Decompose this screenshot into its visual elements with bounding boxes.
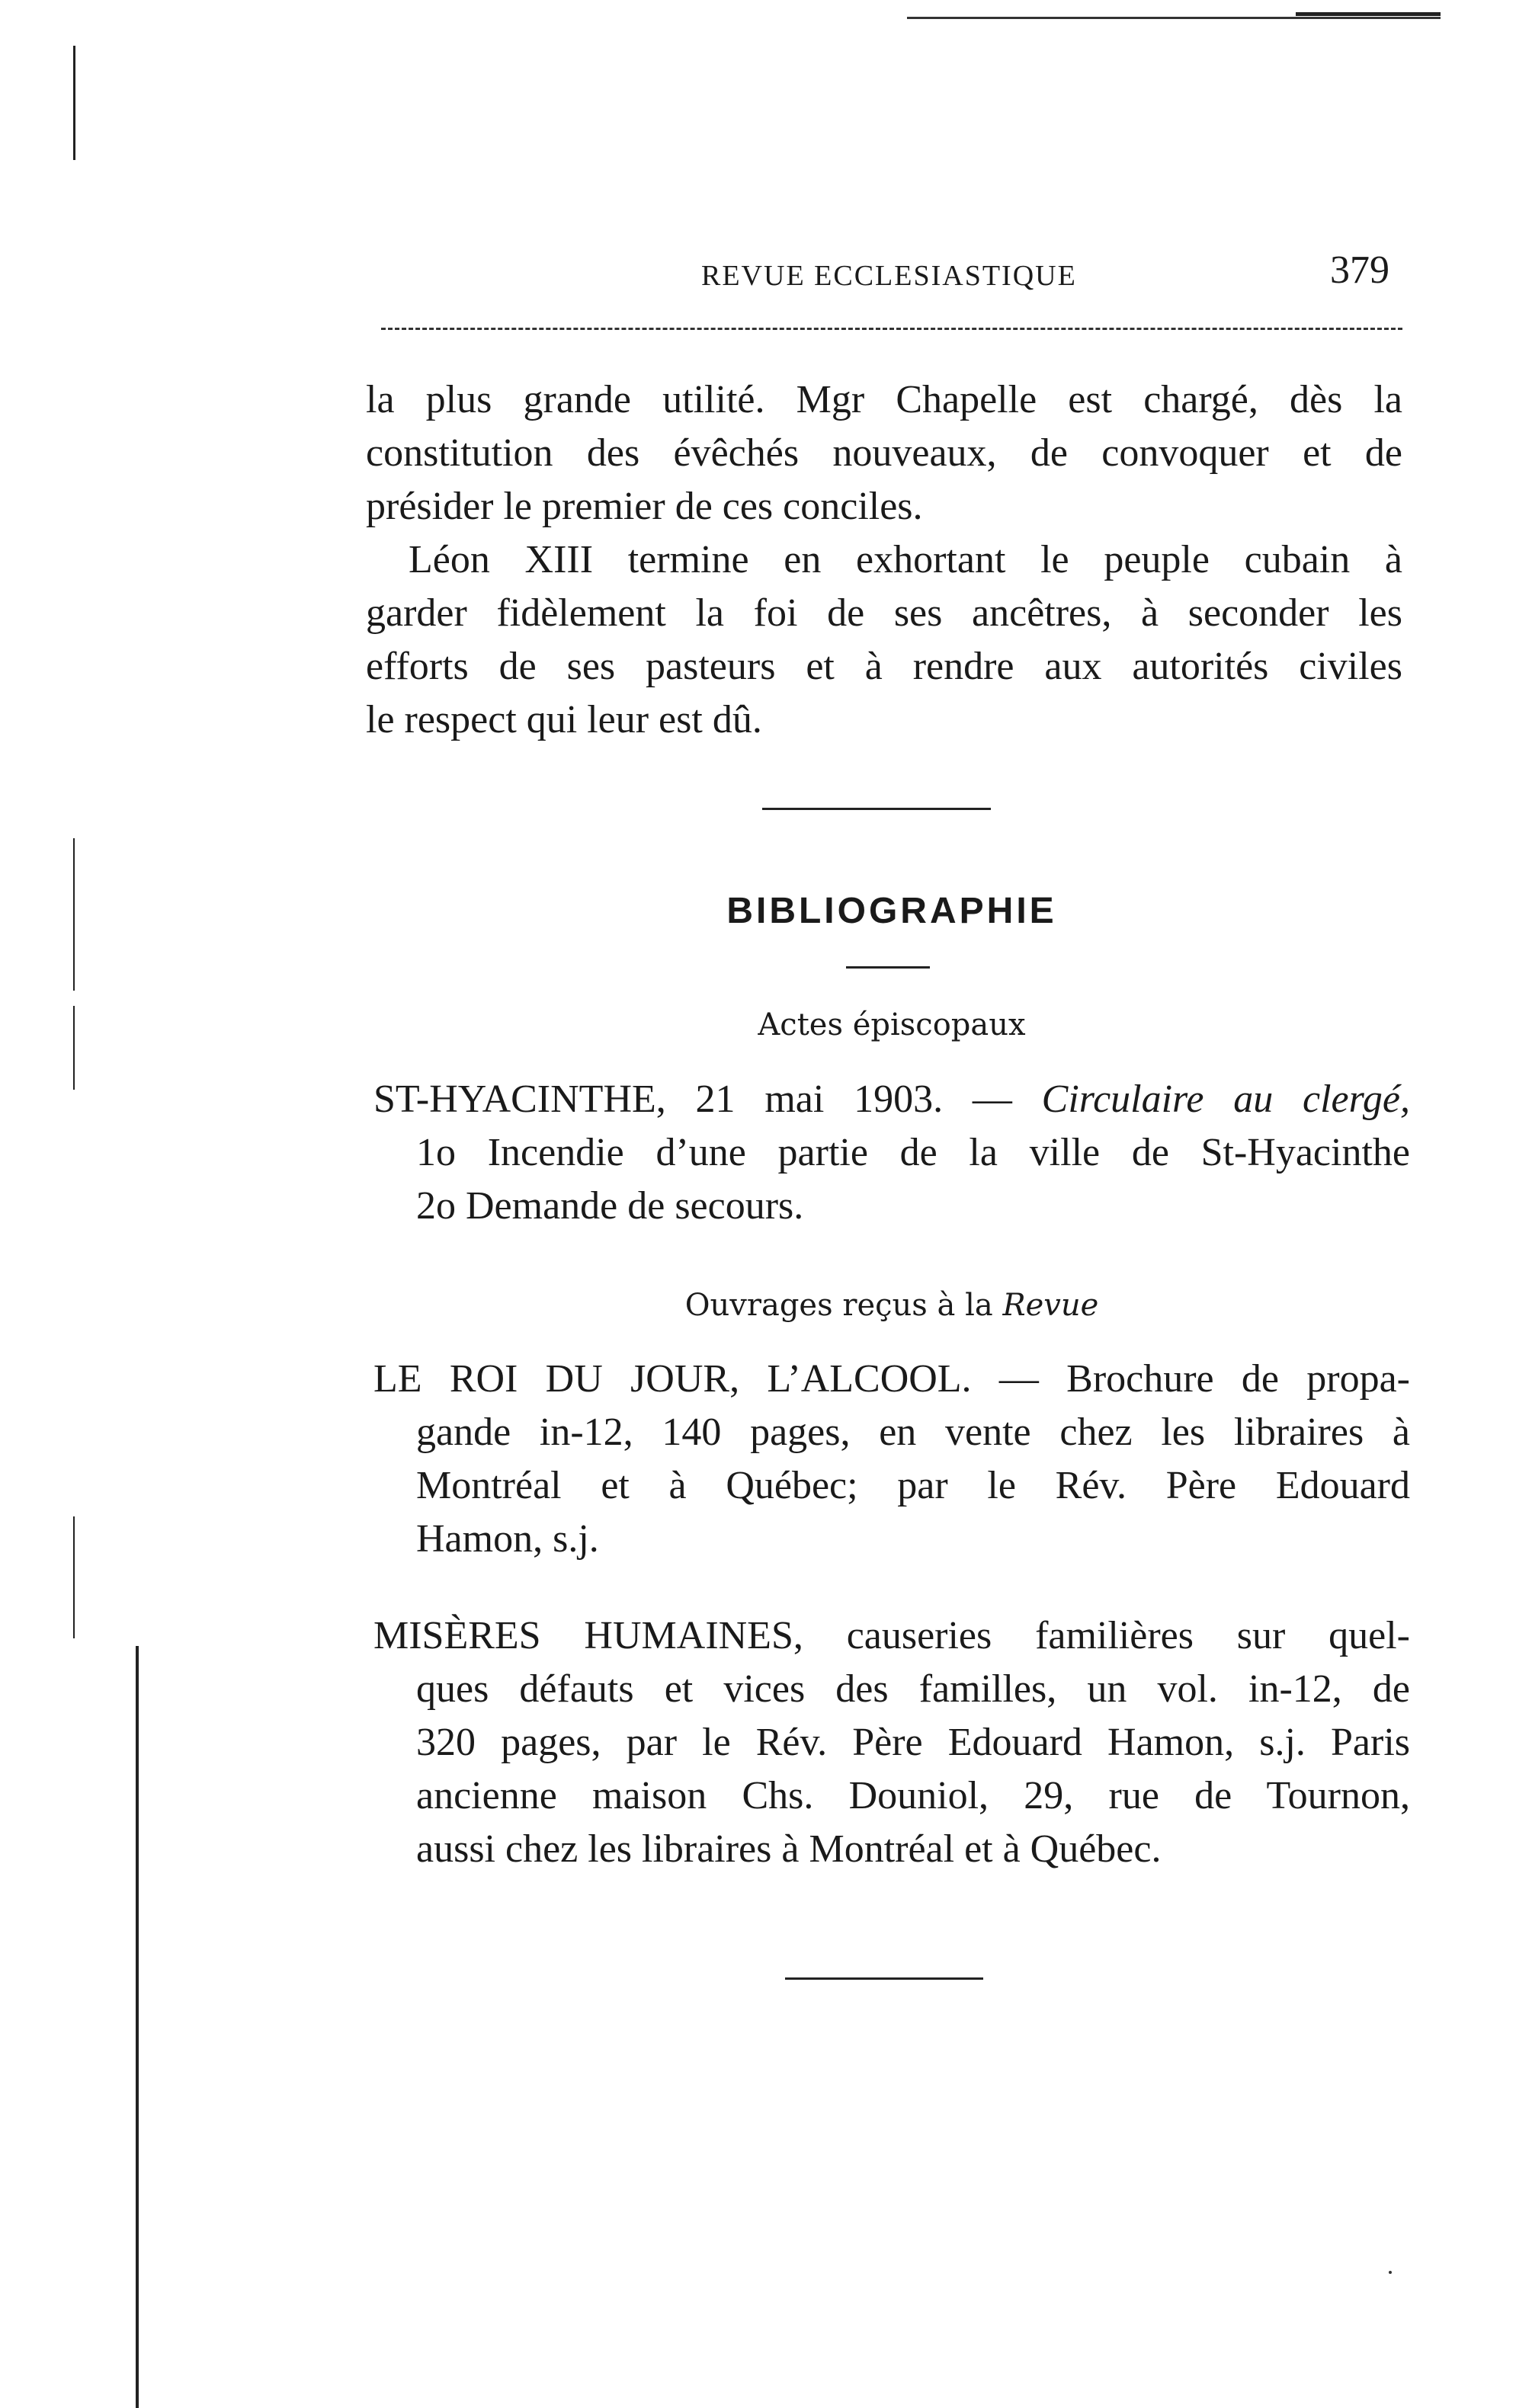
text-line: gande in-12, 140 pages, en vente chez les libraires à — [416, 1411, 1410, 1454]
header-rule — [381, 328, 1402, 330]
text-line: présider le premier de ces conciles. — [366, 485, 923, 528]
scan-artifact-top-line-thick — [1296, 12, 1441, 16]
text-line: Montréal et à Québec; par le Rév. Père Edouard — [416, 1464, 1410, 1507]
text-line: Hamon, s.j. — [416, 1517, 599, 1561]
text-line: la plus grande utilité. Mgr Chapelle est chargé, dès la — [366, 378, 1402, 421]
text-line: aussi chez les libraires à Montréal et à Québec. — [416, 1827, 1162, 1871]
text-line: garder fidèlement la foi de ses ancêtres, à seconder les — [366, 591, 1402, 635]
text-line: le respect qui leur est dû. — [366, 698, 762, 741]
entry-italic-title: Circulaire au clergé, — [1041, 1078, 1410, 1121]
scan-artifact-margin-line — [73, 1006, 75, 1090]
entry-st-hyacinthe — [373, 1073, 1410, 1233]
entry-miseres-humaines — [373, 1609, 1410, 1876]
entry-head-line — [373, 1073, 1410, 1126]
subheading-actes: Actes épiscopaux — [758, 1007, 1026, 1042]
entry-roi-du-jour — [373, 1353, 1410, 1566]
running-head: REVUE ECCLESIASTIQUE — [701, 260, 1077, 292]
text-line: 2o Demande de secours. — [416, 1184, 804, 1228]
scan-artifact-margin-line — [136, 1646, 139, 2408]
scan-artifact-margin-line — [73, 838, 75, 991]
title-underline — [846, 966, 930, 969]
scan-artifact-dot — [1389, 2271, 1392, 2274]
closing-paragraph — [366, 533, 1402, 747]
text-line: 1o Incendie d’une partie de la ville de St-Hyacinthe — [416, 1131, 1410, 1174]
text-line: constitution des évêchés nouveaux, de convoquer et de — [366, 431, 1402, 475]
section-separator — [762, 808, 991, 810]
page-number: 379 — [1330, 248, 1389, 292]
text-line: MISÈRES HUMAINES, causeries familières sur quel- — [373, 1614, 1410, 1657]
scan-artifact-margin-line — [73, 1516, 75, 1638]
entry-head: ST-HYACINTHE, 21 mai 1903. — — [373, 1078, 1012, 1121]
text-line: ancienne maison Chs. Douniol, 29, rue de Tournon, — [416, 1774, 1410, 1817]
intro-paragraph — [366, 373, 1402, 533]
subheading-ouvrages — [381, 1288, 1402, 1323]
text-line: Léon XIII termine en exhortant le peuple cubain à — [409, 538, 1402, 581]
text-line: LE ROI DU JOUR, L’ALCOOL. — Brochure de propa- — [373, 1357, 1410, 1401]
closing-separator — [785, 1977, 983, 1980]
scan-artifact-top-line — [907, 17, 1441, 19]
section-title: BIBLIOGRAPHIE — [726, 891, 1057, 931]
subheading-italic: Revue — [1002, 1288, 1099, 1323]
subheading-prefix: Ouvrages reçus à la — [684, 1288, 993, 1323]
text-line: 320 pages, par le Rév. Père Edouard Hamon, s.j. Paris — [416, 1721, 1410, 1764]
text-line: efforts de ses pasteurs et à rendre aux autorités civiles — [366, 645, 1402, 688]
scan-artifact-margin-line — [73, 46, 75, 160]
text-line: ques défauts et vices des familles, un vol. in-12, de — [416, 1667, 1410, 1711]
